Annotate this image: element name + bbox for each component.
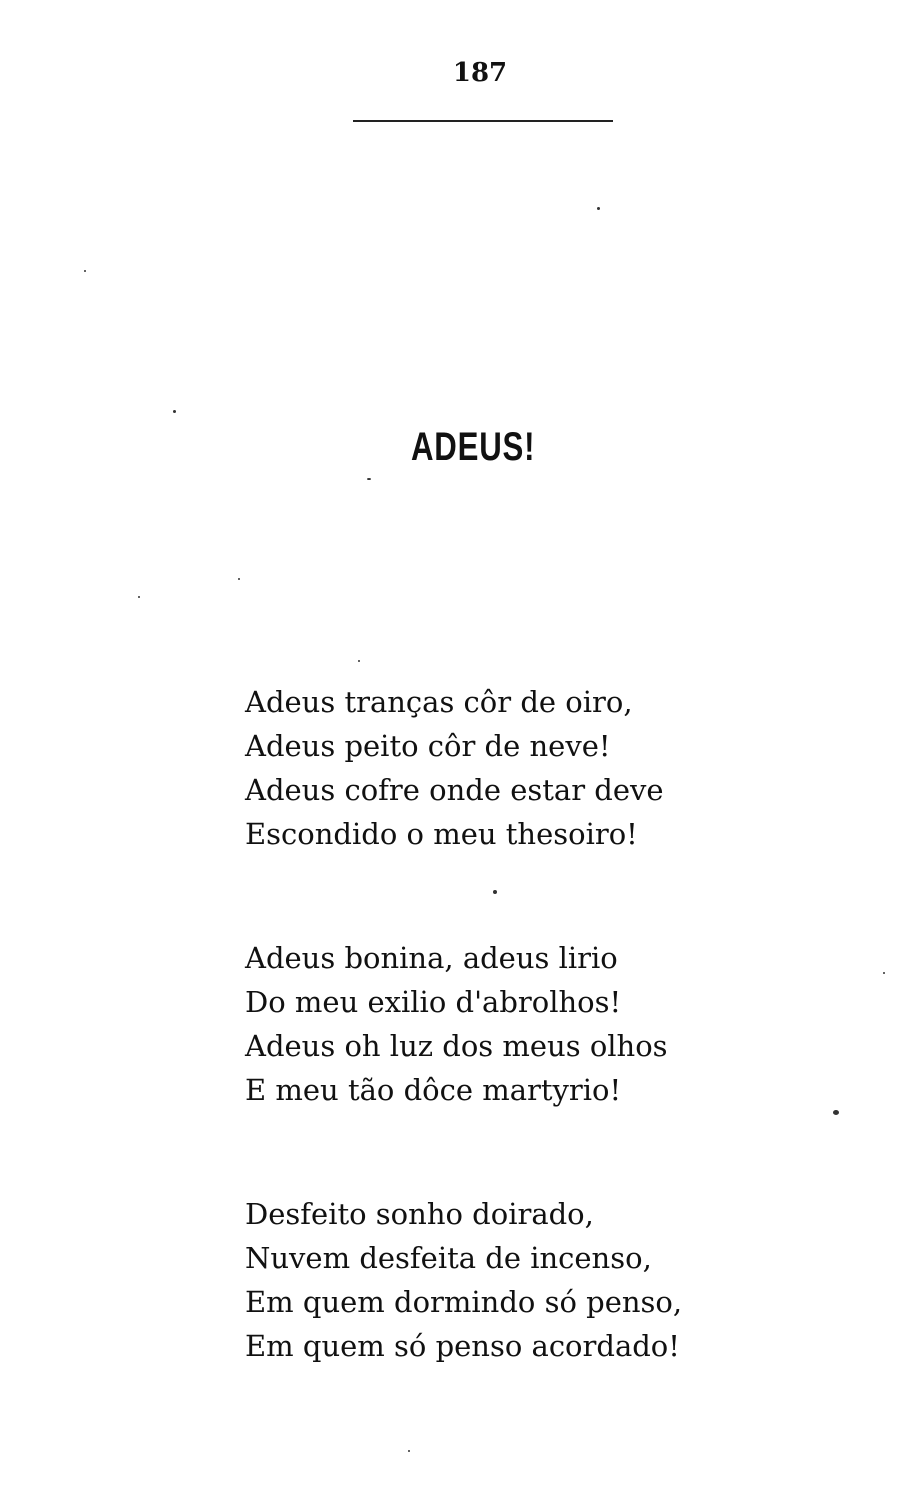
poem-line: Em quem só penso acordado!	[245, 1329, 680, 1363]
poem-line: Adeus oh luz dos meus olhos	[245, 1029, 668, 1063]
stanza-1	[245, 680, 682, 856]
scan-speck	[883, 972, 885, 974]
poem-title: ADEUS!	[411, 425, 536, 469]
scan-speck	[138, 596, 140, 598]
stanza-2	[245, 936, 682, 1112]
page-number: 187	[452, 58, 508, 88]
poem-line: Do meu exilio d'abrolhos!	[245, 985, 622, 1019]
scan-speck	[597, 207, 600, 210]
poem-line: Em quem dormindo só penso,	[245, 1285, 683, 1319]
poem-line: Adeus tranças côr de oiro,	[245, 685, 633, 719]
poem-line: Adeus peito côr de neve!	[245, 729, 611, 763]
poem-line: Nuvem desfeita de incenso,	[245, 1241, 652, 1275]
poem-line: Escondido o meu thesoiro!	[245, 817, 638, 851]
poem-body	[245, 680, 682, 1368]
poem-line: E meu tão dôce martyrio!	[245, 1073, 622, 1107]
scan-speck	[238, 578, 240, 580]
stanza-3	[245, 1192, 682, 1368]
scan-speck	[358, 660, 360, 662]
header-rule	[353, 120, 613, 122]
poem-line: Adeus bonina, adeus lirio	[245, 941, 618, 975]
scan-speck	[173, 410, 176, 413]
scan-speck	[833, 1110, 839, 1115]
poem-line: Adeus cofre onde estar deve	[245, 773, 664, 807]
scan-speck	[84, 270, 86, 272]
poem-line: Desfeito sonho doirado,	[245, 1197, 594, 1231]
scan-speck	[408, 1450, 410, 1452]
scan-speck	[493, 890, 497, 894]
scan-speck	[367, 478, 371, 480]
